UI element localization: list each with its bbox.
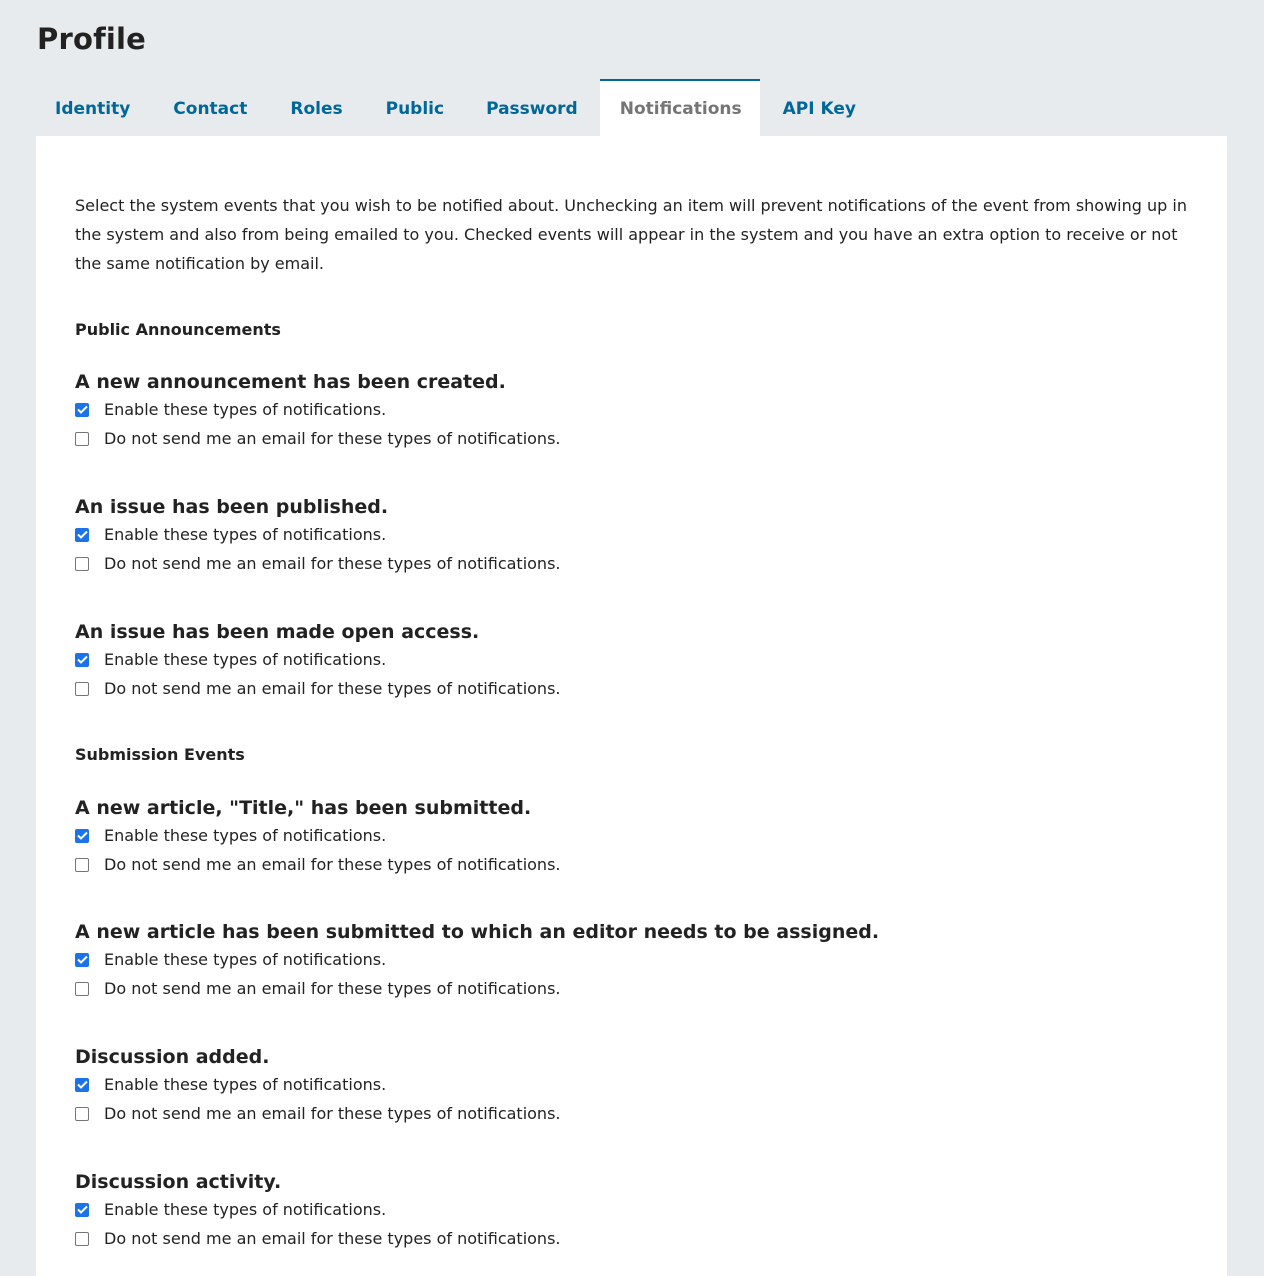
enable-notifications-option[interactable] [75, 945, 879, 974]
no-email-checkbox[interactable] [75, 557, 89, 571]
event-title: A new article, "Title," has been submitted. [75, 797, 532, 819]
enable-notifications-label: Enable these types of notifications. [104, 1200, 387, 1219]
no-email-checkbox[interactable] [75, 1107, 89, 1121]
tab-public[interactable]: Public [385, 98, 445, 119]
enable-notifications-checkbox[interactable] [75, 528, 89, 542]
enable-notifications-checkbox[interactable] [75, 1203, 89, 1217]
enable-notifications-label: Enable these types of notifications. [104, 400, 387, 419]
enable-notifications-label: Enable these types of notifications. [104, 950, 387, 969]
enable-notifications-label: Enable these types of notifications. [104, 826, 387, 845]
no-email-label: Do not send me an email for these types of notifications. [104, 1104, 561, 1123]
event-issue-open-access [75, 619, 560, 703]
tab-roles[interactable]: Roles [290, 98, 343, 119]
no-email-option[interactable] [75, 424, 560, 453]
no-email-label: Do not send me an email for these types of notifications. [104, 554, 561, 573]
enable-notifications-checkbox[interactable] [75, 1078, 89, 1092]
event-discussion-activity [75, 1169, 560, 1253]
enable-notifications-checkbox[interactable] [75, 829, 89, 843]
enable-notifications-label: Enable these types of notifications. [104, 525, 387, 544]
enable-notifications-checkbox[interactable] [75, 403, 89, 417]
no-email-label: Do not send me an email for these types of notifications. [104, 679, 561, 698]
event-title: A new article has been submitted to which an editor needs to be assigned. [75, 921, 880, 943]
no-email-option[interactable] [75, 974, 879, 1003]
enable-notifications-option[interactable] [75, 395, 560, 424]
no-email-checkbox[interactable] [75, 982, 89, 996]
enable-notifications-option[interactable] [75, 520, 560, 549]
enable-notifications-option[interactable] [75, 1195, 560, 1224]
event-issue-published [75, 494, 560, 578]
no-email-option[interactable] [75, 1224, 560, 1253]
no-email-label: Do not send me an email for these types of notifications. [104, 1229, 561, 1248]
no-email-option[interactable] [75, 850, 560, 879]
event-editor-needs-assignment [75, 919, 879, 1003]
tab-api-key[interactable]: API Key [782, 98, 856, 119]
no-email-checkbox[interactable] [75, 432, 89, 446]
section-heading-submission-events: Submission Events [75, 745, 245, 764]
event-new-announcement [75, 369, 560, 453]
event-article-submitted [75, 795, 560, 879]
tab-notifications[interactable]: Notifications [600, 79, 760, 136]
no-email-option[interactable] [75, 549, 560, 578]
no-email-label: Do not send me an email for these types of notifications. [104, 429, 561, 448]
section-heading-public-announcements: Public Announcements [75, 320, 281, 339]
event-title: Discussion activity. [75, 1171, 282, 1193]
event-title: Discussion added. [75, 1046, 270, 1068]
tab-contact[interactable]: Contact [173, 98, 248, 119]
enable-notifications-checkbox[interactable] [75, 953, 89, 967]
no-email-checkbox[interactable] [75, 1232, 89, 1246]
page-title: Profile [37, 22, 147, 56]
profile-tabs [36, 79, 876, 136]
no-email-label: Do not send me an email for these types of notifications. [104, 979, 561, 998]
tab-password[interactable]: Password [486, 98, 578, 119]
event-title: A new announcement has been created. [75, 371, 506, 393]
no-email-option[interactable] [75, 1099, 560, 1128]
event-title: An issue has been published. [75, 496, 389, 518]
enable-notifications-option[interactable] [75, 821, 560, 850]
enable-notifications-label: Enable these types of notifications. [104, 1075, 387, 1094]
enable-notifications-label: Enable these types of notifications. [104, 650, 387, 669]
event-title: An issue has been made open access. [75, 621, 480, 643]
enable-notifications-option[interactable] [75, 1070, 560, 1099]
no-email-checkbox[interactable] [75, 858, 89, 872]
event-discussion-added [75, 1044, 560, 1128]
notifications-panel [36, 136, 1227, 1276]
tab-identity[interactable]: Identity [55, 98, 131, 119]
no-email-option[interactable] [75, 674, 560, 703]
intro-text: Select the system events that you wish to be notified about. Unchecking an item will prevent notifications of the event from showing up in the system and also from being emailed to you. Checked events will appear in the system and you have an extra option to receive or not the same notification by email. [75, 196, 1187, 273]
enable-notifications-option[interactable] [75, 645, 560, 674]
no-email-checkbox[interactable] [75, 682, 89, 696]
enable-notifications-checkbox[interactable] [75, 653, 89, 667]
no-email-label: Do not send me an email for these types of notifications. [104, 855, 561, 874]
